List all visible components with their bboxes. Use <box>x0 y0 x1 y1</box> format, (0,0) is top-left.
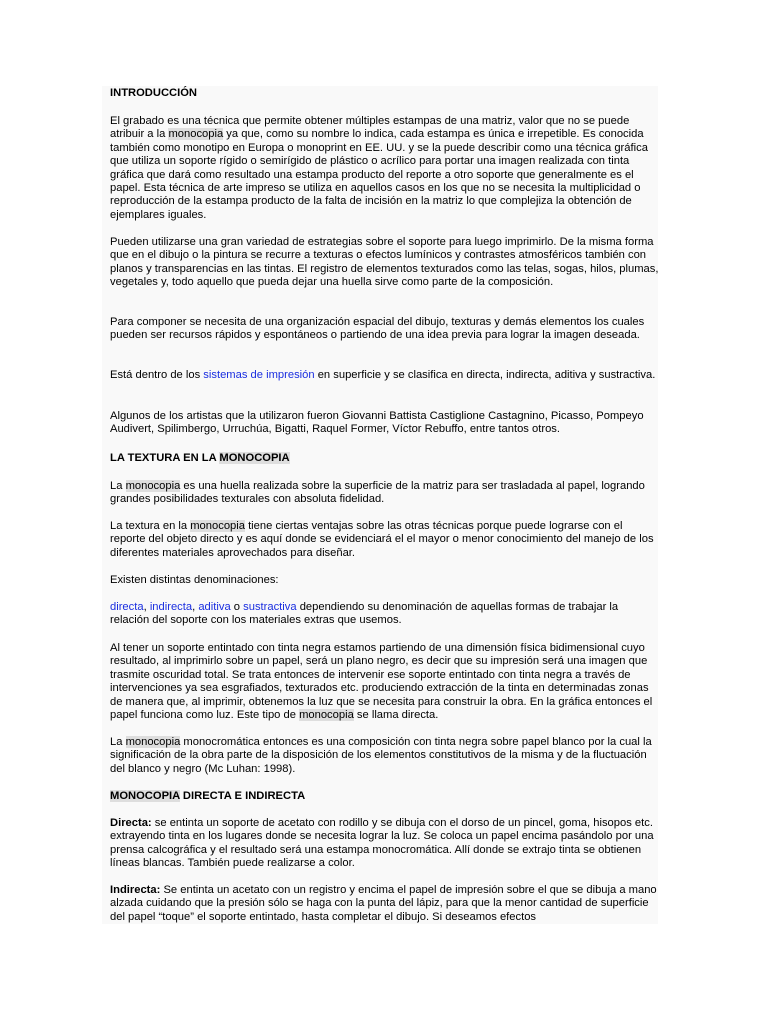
textura-paragraph-1: La monocopia es una huella realizada sobre la superficie de la matriz para ser trasladada al papel, logrando grandes posibilidades texturales con absoluta fidelidad. <box>110 480 645 506</box>
term-monocopia: monocopia <box>125 736 181 748</box>
term-monocopia: monocopia <box>168 128 224 141</box>
textura-paragraph-2: La textura en la monocopia tiene ciertas ventajas sobre las otras técnicas porque puede lograrse con el reporte del objeto directo y es aquí donde se evidenciará el el mayor o menor conocimiento del manejo de los diferentes materiales aprovechados para diseñar. <box>110 520 654 559</box>
intro-paragraph-4: Está dentro de los sistemas de impresión en superficie y se clasifica en directa, indirecta, aditiva y sustractiva. <box>110 369 656 381</box>
intro-paragraph-2: Pueden utilizarse una gran variedad de estrategias sobre el soporte para luego imprimirlo. De la misma forma que en el dibujo o la pintura se recurre a texturas o efectos lumínicos y contrastes atmosféricos también con planos y transparencias en las tintas. El registro de elementos texturados como las telas, sogas, hilos, plumas, vegetales y, todo aquello que pueda dejar una huella sirve como parte de la composición. <box>110 236 659 289</box>
indirecta-paragraph: Indirecta: Se entinta un acetato con un registro y encima el papel de impresión sobre el que se dibuja a mano alzada cuidando que la presión sólo se haga con la punta del lápiz, para que la menor cantidad de superficie del papel “toque” el soporte entintado, hasta completar el dibujo. Si deseamos efectos <box>110 884 657 923</box>
term-monocopia: monocopia <box>125 480 181 492</box>
textura-paragraph-3: Existen distintas denominaciones: <box>110 574 279 586</box>
heading-directa-indirecta: MONOCOPIA DIRECTA E INDIRECTA <box>110 790 306 802</box>
link-sustractiva[interactable]: sustractiva <box>243 601 297 613</box>
intro-paragraph-3: Para componer se necesita de una organización espacial del dibujo, texturas y demás elementos los cuales pueden ser recursos rápidos y espontáneos o partiendo de una idea previa para lograr la imagen deseada. <box>110 316 645 342</box>
term-monocopia: MONOCOPIA <box>110 790 180 802</box>
textura-paragraph-4: directa, indirecta, aditiva o sustractiva dependiendo su denominación de aquellas formas de trabajar la relación del soporte con los materiales extras que usemos. <box>110 601 619 627</box>
heading-textura: LA TEXTURA EN LA MONOCOPIA <box>110 452 290 464</box>
term-monocopia: monocopia <box>190 520 245 532</box>
link-directa[interactable]: directa <box>110 601 144 613</box>
textura-paragraph-6: La monocopia monocromática entonces es una composición con tinta negra sobre papel blanco por la cual la significación de la obra parte de la disposición de los elementos constitutivos de la misma y de la fluctuación del blanco y negro (Mc Luhan: 1998). <box>110 736 652 775</box>
term-monocopia: monocopia <box>299 709 354 722</box>
link-sistemas-de-impresion[interactable]: sistemas de impresión <box>203 369 315 381</box>
link-aditiva[interactable]: aditiva <box>198 601 231 613</box>
term-monocopia: MONOCOPIA <box>219 452 290 464</box>
intro-paragraph-1: El grabado es una técnica que permite obtener múltiples estampas de una matriz, valor que no se puede atribuir a la monocopia ya que, como su nombre lo indica, cada estampa es única e irrepetible. Es conocida también como monotipo en Europa o monoprint en EE. UU. y se la puede describir como una técnica gráfica que utiliza un soporte rígido o semirígido de plástico o acrílico para portar una imagen realizada con tinta gráfica que dará como resultado una estampa producto del reporte a otro soporte que generalmente es el papel. Esta técnica de arte impreso se utiliza en aquellos casos en los que no se necesita la multiplicidad o reproducción de la estampa producto de la falta de incisión en la matriz lo que complejiza la obtención de ejemplares iguales. <box>110 115 648 221</box>
heading-introduccion: INTRODUCCIÓN <box>110 87 198 99</box>
label-directa: Directa: <box>110 817 152 829</box>
link-indirecta[interactable]: indirecta <box>149 601 193 613</box>
intro-paragraph-5: Algunos de los artistas que la utilizaron fueron Giovanni Battista Castiglione Castagnino, Picasso, Pompeyo Audivert, Spilimbergo, Urruchúa, Bigatti, Raquel Former, Víctor Rebuffo, entre tantos otros. <box>110 410 644 436</box>
textura-paragraph-5: Al tener un soporte entintado con tinta negra estamos partiendo de una dimensión física bidimensional cuyo resultado, al imprimirlo sobre un papel, será un plano negro, es decir que su impresión será una imagen que trasmite oscuridad total. Se trata entonces de intervenir ese soporte entintado con tinta negra a través de intervenciones ya sea esgrafiados, texturados etc. produciendo extracción de la tinta en determinadas zonas de manera que, al imprimir, obtenemos la luz que se necesita para construir la obra. En la gráfica entonces el papel funciona como luz. Este tipo de monocopia se llama directa. <box>110 642 653 722</box>
label-indirecta: Indirecta: <box>110 884 161 896</box>
document-page <box>102 86 658 924</box>
directa-paragraph: Directa: se entinta un soporte de acetato con rodillo y se dibuja con el dorso de un pincel, goma, hisopos etc. extrayendo tinta en los lugares donde se necesita lograr la luz. Se coloca un papel encima pasándolo por una prensa calcográfica y el resultado será una estampa monocromática. Allí donde se extrajo tinta se obtienen líneas blancas. También puede realizarse a color. <box>110 817 654 870</box>
